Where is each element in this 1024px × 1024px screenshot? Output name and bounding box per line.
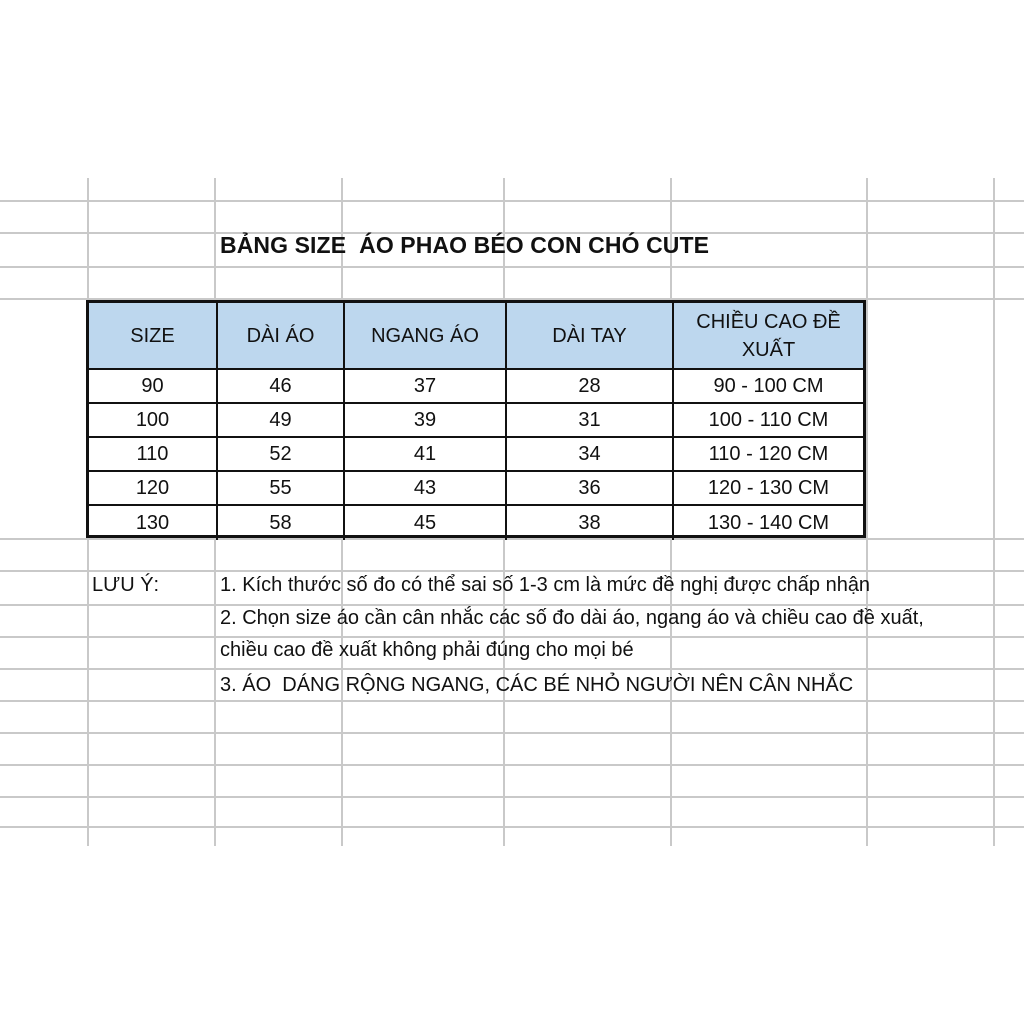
- table-cell: 58: [216, 506, 343, 540]
- table-cell: 38: [505, 506, 672, 540]
- table-cell: 120: [135, 477, 170, 499]
- table-cell: 90: [141, 375, 164, 397]
- table-cell: 52: [216, 438, 343, 470]
- table-cell: 28: [505, 370, 672, 402]
- size-table: [86, 300, 866, 538]
- grid-row-line: [0, 700, 1024, 702]
- notes-label: LƯU Ý:: [92, 574, 160, 596]
- table-cell: 46: [216, 370, 343, 402]
- table-header-row: [89, 303, 863, 370]
- header-cell-sleeve: DÀI TAY: [505, 303, 672, 368]
- note-item: 3. ÁO DÁNG RỘNG NGANG, CÁC BÉ NHỎ NGƯỜI NÊN CÂN NHẮC: [220, 674, 854, 696]
- table-cell: 31: [505, 404, 672, 436]
- table-cell: 37: [343, 370, 505, 402]
- page-title: BẢNG SIZE ÁO PHAO BÉO CON CHÓ CUTE: [220, 232, 710, 258]
- note-item: 1. Kích thước số đo có thể sai số 1-3 cm là mức đề nghị được chấp nhận: [220, 574, 871, 596]
- table-cell: 34: [505, 438, 672, 470]
- grid-row-line: [0, 604, 1024, 606]
- table-cell: 36: [505, 472, 672, 504]
- header-cell-size: SIZE: [130, 324, 175, 347]
- table-cell: 130: [135, 512, 170, 534]
- note-item: 2. Chọn size áo cần cân nhắc các số đo dài áo, ngang áo và chiều cao đề xuất,: [220, 607, 924, 629]
- grid-column-line: [866, 178, 868, 846]
- grid-row-line: [0, 570, 1024, 572]
- table-cell: 55: [216, 472, 343, 504]
- table-row: [89, 472, 863, 506]
- table-cell: 110: [136, 443, 169, 465]
- table-row: [89, 506, 863, 540]
- grid-row-line: [0, 796, 1024, 798]
- grid-row-line: [0, 732, 1024, 734]
- grid-row-line: [0, 200, 1024, 202]
- table-cell: 41: [343, 438, 505, 470]
- grid-column-line: [993, 178, 995, 846]
- grid-row-line: [0, 668, 1024, 670]
- table-cell: 100 - 110 CM: [672, 404, 863, 436]
- grid-row-line: [0, 764, 1024, 766]
- table-cell: 120 - 130 CM: [672, 472, 863, 504]
- table-row: [89, 404, 863, 438]
- note-item: chiều cao đề xuất không phải đúng cho mọi bé: [220, 639, 634, 661]
- table-cell: 90 - 100 CM: [672, 370, 863, 402]
- table-cell: 39: [343, 404, 505, 436]
- table-row: [89, 370, 863, 404]
- table-cell: 49: [216, 404, 343, 436]
- table-row: [89, 438, 863, 472]
- table-cell: 110 - 120 CM: [672, 438, 863, 470]
- table-cell: 130 - 140 CM: [672, 506, 863, 540]
- grid-row-line: [0, 636, 1024, 638]
- table-cell: 43: [343, 472, 505, 504]
- header-cell-width: NGANG ÁO: [343, 303, 505, 368]
- header-cell-height: CHIỀU CAO ĐỀ XUẤT: [672, 303, 863, 368]
- grid-row-line: [0, 266, 1024, 268]
- table-cell: 100: [135, 409, 170, 431]
- grid-row-line: [0, 826, 1024, 828]
- table-cell: 45: [343, 506, 505, 540]
- header-cell-length: DÀI ÁO: [216, 303, 343, 368]
